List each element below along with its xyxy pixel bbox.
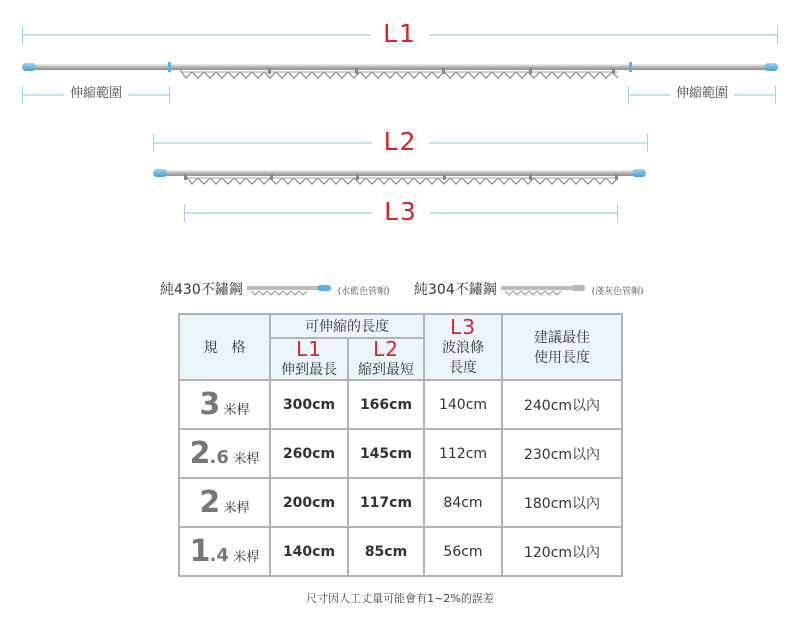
legend-430-text: 純430不鏽鋼 — [160, 282, 243, 298]
l1-cell: 140cm — [270, 527, 348, 576]
l1-label: L1 — [371, 20, 429, 48]
long-pole — [22, 62, 778, 78]
l2-label: L2 — [372, 128, 430, 156]
l2-cell: 145cm — [348, 429, 424, 478]
head-best-2: 使用長度 — [534, 350, 590, 366]
right-cap-icon — [764, 63, 778, 71]
head-l2-sub: 縮到最短 — [358, 362, 414, 378]
head-retract: 可伸縮的長度 — [270, 314, 424, 338]
l1-cell: 260cm — [270, 429, 348, 478]
left-cap-icon — [22, 63, 36, 71]
legend-304 — [414, 279, 644, 299]
head-l1-label: L1 — [296, 337, 322, 361]
spec-cell: 2.6 米桿 — [179, 429, 270, 478]
l1-cell: 300cm — [270, 380, 348, 429]
head-l1-sub: 伸到最長 — [281, 362, 337, 378]
short-left-cap-icon — [153, 169, 167, 177]
best-cell: 240cm以內 — [502, 380, 622, 429]
l3-label: L3 — [372, 198, 430, 226]
short-pole — [153, 169, 646, 184]
best-cell: 230cm以內 — [502, 429, 622, 478]
legend-430-note: (水藍色管帽) — [337, 287, 390, 297]
l2-cell: 117cm — [348, 478, 424, 527]
l3-cell: 140cm — [424, 380, 502, 429]
head-l3-label: L3 — [450, 315, 476, 339]
head-best — [502, 314, 622, 380]
spec-cell: 2 米桿 — [179, 478, 270, 527]
legend-430 — [160, 279, 390, 299]
table-row — [179, 429, 622, 478]
spec-cell: 3 米桿 — [179, 380, 270, 429]
blue-cap-pole-icon — [247, 282, 333, 298]
l1-cell: 200cm — [270, 478, 348, 527]
pole-illustration — [0, 0, 800, 300]
head-l3-sub1: 波浪條 — [442, 340, 484, 356]
short-right-cap-icon — [632, 169, 646, 177]
legend-304-note: (淺灰色管帽) — [591, 287, 644, 297]
grey-cap-pole-icon — [501, 282, 587, 298]
head-l3-sub2: 長度 — [449, 360, 477, 376]
head-l2-label: L2 — [373, 337, 399, 361]
table-row — [179, 478, 622, 527]
l3-cell: 112cm — [424, 429, 502, 478]
l3-cell: 84cm — [424, 478, 502, 527]
best-cell: 120cm以內 — [502, 527, 622, 576]
best-cell: 180cm以內 — [502, 478, 622, 527]
l3-cell: 56cm — [424, 527, 502, 576]
l2-cell: 166cm — [348, 380, 424, 429]
head-spec: 規 格 — [179, 314, 270, 380]
spec-table — [178, 313, 623, 577]
l2-cell: 85cm — [348, 527, 424, 576]
head-l2 — [348, 338, 424, 380]
spec-cell: 1.4 米桿 — [179, 527, 270, 576]
measurement-note: 尺寸因人工丈量可能會有1~2%的誤差 — [306, 592, 494, 605]
range-right-label: 伸縮範圍 — [670, 85, 734, 103]
table-row — [179, 527, 622, 576]
range-left-label: 伸縮範圍 — [64, 85, 128, 103]
head-l3 — [424, 314, 502, 380]
legend-304-text: 純304不鏽鋼 — [414, 282, 497, 298]
table-row — [179, 380, 622, 429]
head-best-1: 建議最佳 — [534, 330, 590, 346]
head-l1 — [270, 338, 348, 380]
